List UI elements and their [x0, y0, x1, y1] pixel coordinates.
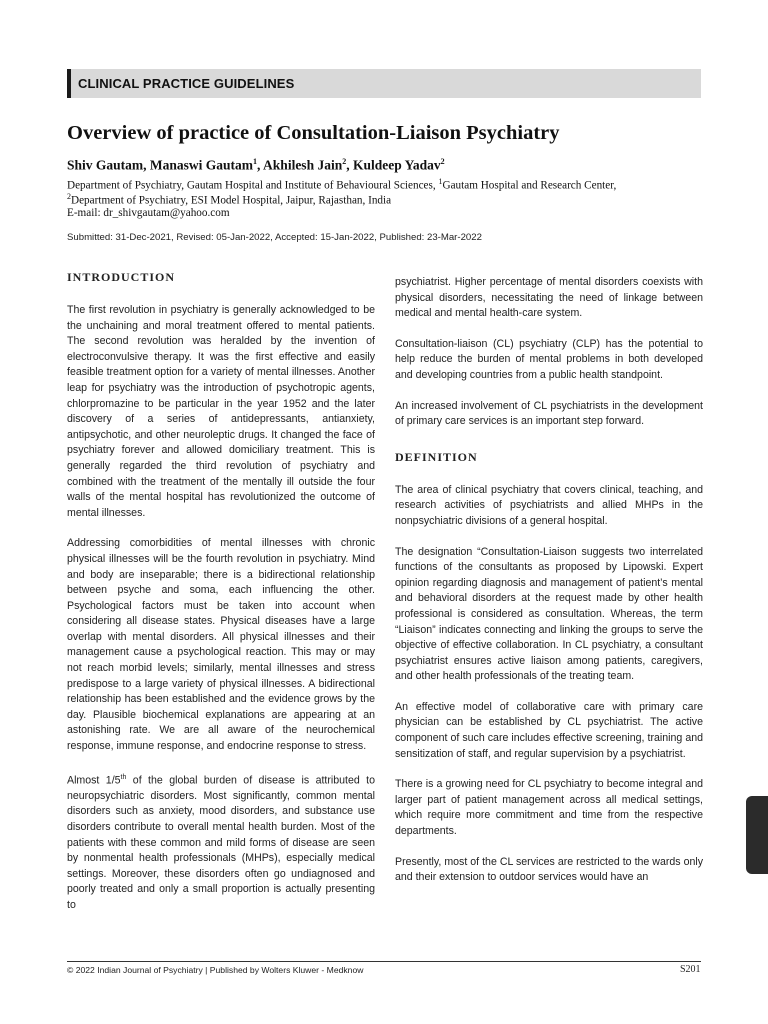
publication-dates: Submitted: 31-Dec-2021, Revised: 05-Jan-2022, Accepted: 15-Jan-2022, Published: 23-Mar-2022	[67, 232, 482, 243]
paragraph: An increased involvement of CL psychiatrists in the development of primary care services is an important step forward.	[395, 399, 703, 428]
right-column	[395, 275, 703, 901]
paragraph: Presently, most of the CL services are restricted to the wards only and their extension to outdoor services would have an	[395, 855, 703, 884]
superscript: th	[120, 773, 127, 781]
paragraph: An effective model of collaborative care with primary care physician can be established by CL psychiatrist. The active component of such care includes effective screening, training and sensitization of staff, and regular supervision by a psychiatrist.	[395, 700, 703, 760]
paragraph: The designation “Consultation-Liaison suggests two interrelated functions of the consultants as proposed by Lipowski. Expert opinion regarding diagnosis and management of patient’s mental and behavioral disorders at the request made by other health professional is considered as consultation. Whereas, the term “Liaison” indicates connecting and linking the groups to serve the objective of effective collaboration. In CL psychiatry, a consultant psychiatrist ensures active liaison among patients, caregivers, and other health professionals of the treating team.	[395, 545, 703, 683]
footer-copyright: © 2022 Indian Journal of Psychiatry | Published by Wolters Kluwer - Medknow	[67, 965, 364, 975]
author-name: , Kuldeep Yadav	[346, 157, 441, 173]
affiliation-text: Gautam Hospital and Research Center,	[442, 179, 617, 192]
paragraph: Consultation-liaison (CL) psychiatry (CLP) has the potential to help reduce the burden of mental problems in both developed and developing countries from a public health standpoint.	[395, 337, 703, 381]
article-title: Overview of practice of Consultation-Liaison Psychiatry	[67, 122, 560, 144]
affiliation-text: Department of Psychiatry, Gautam Hospital and Institute of Behavioural Sciences,	[67, 179, 439, 192]
paragraph-text: Almost 1/5	[67, 774, 121, 787]
section-heading-definition: DEFINITION	[395, 449, 478, 464]
affiliation-line-1	[67, 177, 616, 192]
author-name: Shiv Gautam,	[67, 157, 150, 173]
affiliation-text: Department of Psychiatry, ESI Model Hospital, Jaipur, Rajasthan, India	[71, 194, 392, 207]
paragraph	[67, 770, 375, 914]
author-name: Manaswi Gautam	[149, 157, 254, 173]
author-name: , Akhilesh Jain	[257, 157, 343, 173]
paragraph: The area of clinical psychiatry that covers clinical, teaching, and research activities of psychiatrists and allied MHPs in the nonpsychiatric divisions of a general hospital.	[395, 483, 703, 527]
author-list	[67, 157, 445, 174]
author-email: E-mail: dr_shivgautam@yahoo.com	[67, 207, 230, 219]
paragraph: psychiatrist. Higher percentage of mental disorders coexists with physical disorders, necessitating the need of linkage between medical and mental health-care system.	[395, 276, 703, 320]
affiliation-marker: 1	[438, 177, 443, 186]
page-edge-tab	[746, 796, 768, 874]
footer-divider	[67, 961, 701, 962]
left-column	[67, 270, 375, 929]
paragraph-text: of the global burden of disease is attributed to neuropsychiatric disorders. Most significantly, common mental disorders such as anxiety, mood disorders, and substance use disorders contribute to overall mental health burden. Most of the patients with these common and mild forms of disease are seen by nonmental health professionals (MHPs), especially medical settings. Moreover, these disorders often go undiagnosed and poorly treated and only a small proportion is actually presenting to	[67, 774, 375, 911]
paragraph: There is a growing need for CL psychiatry to become integral and larger part of patient management across all medical settings, which require more commitment and time from the respective departments.	[395, 778, 703, 838]
banner-label: CLINICAL PRACTICE GUIDELINES	[78, 76, 295, 91]
author-affiliation-marker: 2	[440, 157, 445, 166]
section-banner	[67, 69, 701, 98]
affiliation-line-2	[67, 192, 391, 207]
banner-accent-bar	[67, 69, 71, 98]
author-affiliation-marker: 2	[342, 157, 347, 166]
section-heading-introduction: INTRODUCTION	[67, 270, 176, 284]
page-number: S201	[680, 964, 701, 975]
paragraph: Addressing comorbidities of mental illnesses with chronic physical illnesses will be the fourth revolution in psychiatry. Mind and body are inseparable; there is a bidirectional relationship between psyche and soma, each influencing the other. Psychological factors must be taken into account when considering all disease states. Physical diseases have a large overlap with mental disorders. All physical illnesses and their management cause a psychological reaction. This may or may not reach morbid levels; similarly, mental illnesses and stress predispose to a large variety of physical illnesses. A bidirectional relationship has been established and the evidence grows by the day. Plausible biochemical explanations are appearing at an astonishing rate. We are all aware of the neurochemical response, immune response, and endocrine response to stress.	[67, 537, 375, 753]
paragraph: The first revolution in psychiatry is generally acknowledged to be the unchaining and moral treatment offered to mental patients. The second revolution was heralded by the invention of electroconvulsive therapy. It was the first effective and easily feasible treatment option for a variety of mental illnesses. Another leap for psychiatry was the introduction of psychotropic agents, chlorpromazine to be particular in the year 1952 and the later discovery of a series of antidepressants, antianxiety, antipsychotic, and other neuroleptic drugs. It changed the face of psychiatry forever and allowed domiciliary treatment. This is generally regarded the third revolution of psychiatry and combined with the treatment of the mentally ill outside the four walls of the mental hospital has revolutionized the outcome of mental illnesses.	[67, 304, 375, 519]
author-affiliation-marker: 1	[253, 157, 258, 166]
affiliation-marker: 2	[67, 192, 71, 201]
